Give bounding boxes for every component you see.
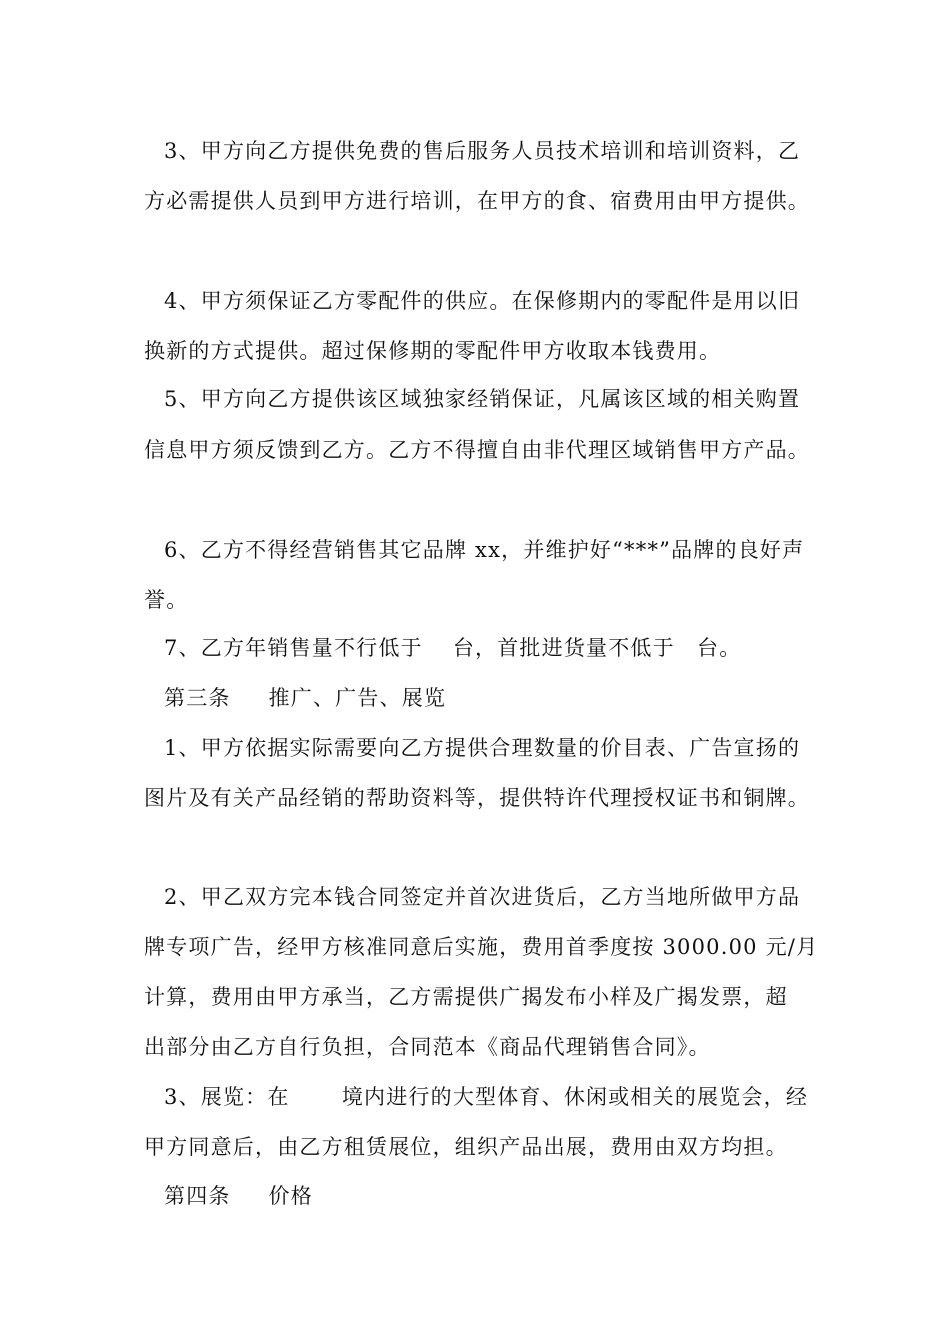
paragraph-line: 誉。 — [144, 588, 189, 612]
paragraph-line: 1、甲方依据实际需要向乙方提供合理数量的价目表、广告宣扬的 — [164, 736, 801, 760]
paragraph-line: 信息甲方须反馈到乙方。乙方不得擅自由非代理区域销售甲方产品。 — [144, 438, 810, 462]
paragraph-line: 出部分由乙方自行负担，合同范本《商品代理销售合同》。 — [144, 1035, 711, 1059]
paragraph-line: 图片及有关产品经销的帮助资料等，提供特许代理授权证书和铜牌。 — [144, 786, 810, 810]
paragraph-line: 2、甲乙双方完本钱合同签定并首次进货后，乙方当地所做甲方品 — [164, 885, 801, 909]
paragraph-line: 甲方同意后，由乙方租赁展位，组织产品出展，费用由双方均担。 — [144, 1135, 788, 1159]
paragraph-line: 计算，费用由甲方承当，乙方需提供广揭发布小样及广揭发票，超 — [144, 985, 788, 1009]
paragraph-line: 7、乙方年销售量不行低于 台，首批进货量不低于 台。 — [164, 636, 742, 660]
section-heading: 第三条 推广、广告、展览 — [164, 686, 447, 710]
paragraph-line: 3、展览：在 境内进行的大型体育、休闲或相关的展览会，经 — [164, 1085, 809, 1109]
paragraph-line: 牌专项广告，经甲方核准同意后实施，费用首季度按 3000.00 元/月 — [144, 935, 819, 959]
section-heading: 第四条 价格 — [164, 1184, 313, 1208]
paragraph-line: 5、甲方向乙方提供该区域独家经销保证，凡属该区域的相关购置 — [164, 387, 801, 411]
paragraph-line: 换新的方式提供。超过保修期的零配件甲方收取本钱费用。 — [144, 339, 722, 363]
paragraph-line: 4、甲方须保证乙方零配件的供应。在保修期内的零配件是用以旧 — [164, 289, 801, 313]
paragraph-line: 方必需提供人员到甲方进行培训，在甲方的食、宿费用由甲方提供。 — [144, 189, 810, 213]
paragraph-line: 6、乙方不得经营销售其它品牌 xx，并维护好“***”品牌的良好声 — [164, 538, 805, 562]
paragraph-line: 3、甲方向乙方提供免费的售后服务人员技术培训和培训资料，乙 — [164, 139, 801, 163]
